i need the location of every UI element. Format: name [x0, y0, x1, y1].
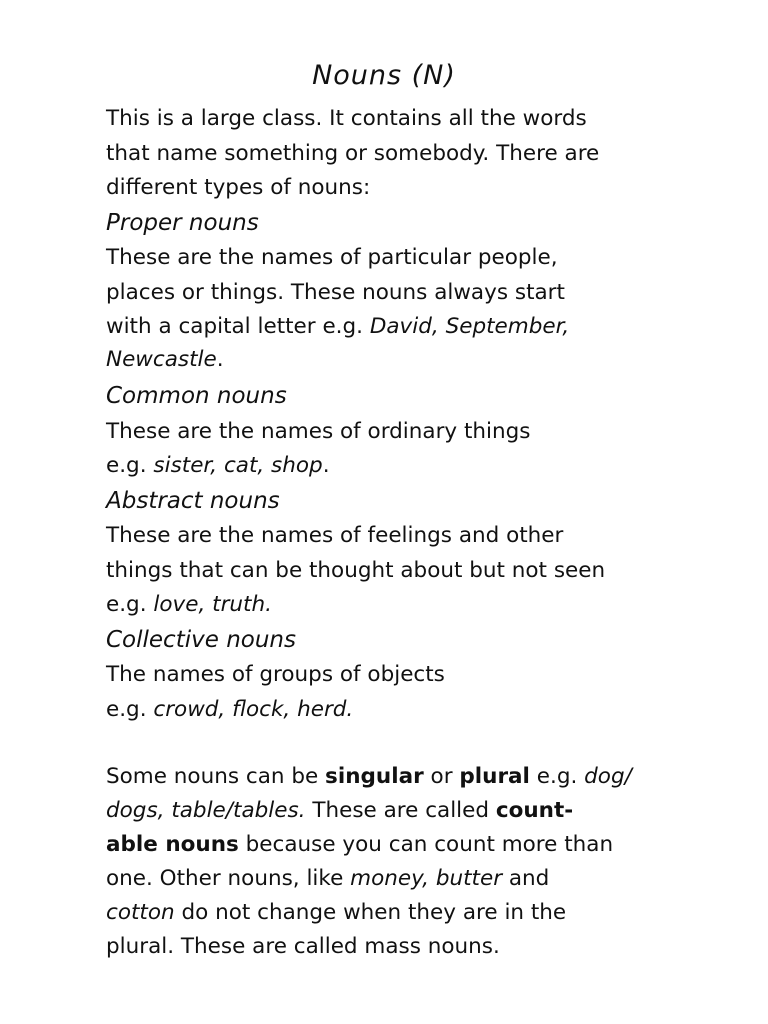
collective-example: crowd, flock, herd. — [153, 697, 354, 722]
closing-line-6: plural. These are called mass nouns. — [106, 934, 500, 959]
term-plural: plural — [459, 764, 530, 789]
heading-common-nouns: Common nouns — [106, 383, 287, 409]
closing-text: and — [502, 866, 550, 891]
common-line-2 — [106, 455, 330, 477]
proper-line-2: places or things. These nouns always start — [106, 280, 565, 305]
proper-line-1: These are the names of particular people, — [106, 245, 558, 270]
proper-line-3 — [106, 316, 569, 338]
proper-line-3-text: with a capital letter e.g. — [106, 314, 370, 339]
page-title: Nouns (N) — [312, 60, 456, 91]
term-singular: singular — [325, 764, 424, 789]
collective-eg: e.g. — [106, 697, 154, 722]
closing-line-4 — [106, 868, 549, 890]
closing-text: one. Other nouns, like — [106, 866, 351, 891]
collective-line-2 — [106, 699, 353, 721]
closing-text: These are called — [305, 798, 496, 823]
closing-example: cotton — [106, 900, 175, 925]
abstract-example: love, truth. — [153, 592, 272, 617]
closing-text: or — [423, 764, 460, 789]
abstract-line-3 — [106, 594, 272, 616]
proper-line-4 — [106, 349, 224, 371]
closing-example: dogs, table/tables. — [106, 798, 306, 823]
closing-text: e.g. — [529, 764, 585, 789]
term-countable: count- — [495, 798, 574, 823]
abstract-line-2: things that can be thought about but not seen — [106, 558, 606, 583]
common-line-1: These are the names of ordinary things — [106, 419, 531, 444]
closing-line-5 — [106, 902, 566, 924]
proper-example-2: Newcastle — [106, 347, 217, 372]
closing-line-2 — [106, 800, 573, 822]
intro-line-2: that name something or somebody. There are — [106, 141, 600, 166]
closing-text: because you can count more than — [238, 832, 614, 857]
abstract-eg: e.g. — [106, 592, 154, 617]
common-example: sister, cat, shop — [153, 453, 323, 478]
common-eg: e.g. — [106, 453, 154, 478]
proper-example-1: David, September, — [369, 314, 570, 339]
heading-proper-nouns: Proper nouns — [106, 210, 259, 236]
intro-line-1: This is a large class. It contains all the words — [106, 106, 587, 131]
heading-collective-nouns: Collective nouns — [106, 627, 296, 653]
intro-line-3: different types of nouns: — [106, 175, 371, 200]
closing-line-3 — [106, 834, 613, 856]
closing-example: dog/ — [584, 764, 632, 789]
proper-line-4-end: . — [216, 347, 224, 372]
collective-line-1: The names of groups of objects — [106, 662, 445, 687]
heading-abstract-nouns: Abstract nouns — [106, 488, 280, 514]
term-countable-cont: able nouns — [106, 832, 239, 857]
abstract-line-1: These are the names of feelings and other — [106, 523, 564, 548]
closing-text: do not change when they are in the — [174, 900, 567, 925]
closing-line-1 — [106, 766, 632, 788]
closing-text: Some nouns can be — [106, 764, 326, 789]
closing-example: money, butter — [350, 866, 503, 891]
common-line-2-end: . — [322, 453, 330, 478]
